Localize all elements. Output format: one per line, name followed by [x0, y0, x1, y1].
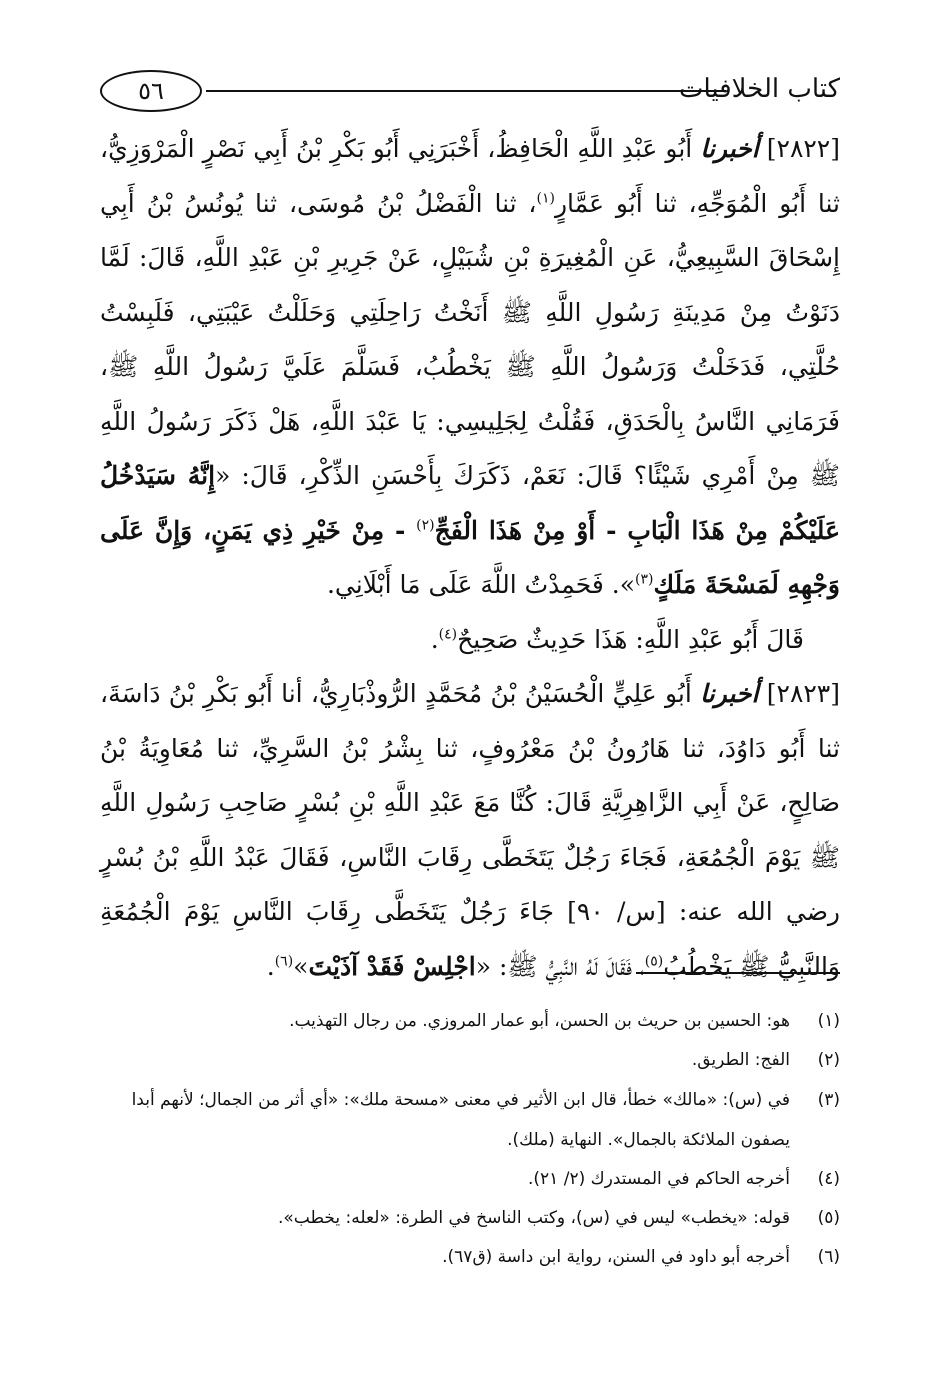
hadith-text: ». فَحَمِدْتُ اللَّهَ عَلَى مَا أَبْلَانِي. [326, 570, 636, 599]
prophetic-quote: إِنَّهُ سَيَدْخُلُ عَلَيْكُمْ مِنْ هَذَا الْبَابِ - أَوْ مِنْ هَذَا الْفَجِّ [100, 461, 840, 545]
page-header [100, 62, 840, 120]
footnote-item [100, 1002, 840, 1041]
akhbarana-lead: أخبرنا [700, 679, 759, 708]
footnote-text: قوله: «يخطب» ليس في (س)، وكتب الناسخ في الطرة: «لعله: يخطب». [277, 1208, 790, 1228]
footnote-item [100, 1238, 840, 1277]
hadith-number: [٢٨٢٣] [766, 679, 840, 708]
hadith-2822 [100, 122, 840, 613]
hadith-text: ، فَقَالَ لَهُ النَّبِيُّ ﷺ: « [475, 951, 645, 981]
footnote-item [100, 1041, 840, 1080]
footnote-number: (٢) [817, 1050, 840, 1070]
quote-close: » [293, 951, 309, 981]
footnote-item [100, 1199, 840, 1238]
footnote-item [100, 1160, 840, 1199]
footnote-ref-5[interactable]: (٥) [644, 953, 664, 970]
hadith-2822-grading [100, 613, 840, 668]
footnote-number: (٥) [817, 1208, 840, 1228]
hadith-text: ، ثنا الْفَضْلُ بْنُ مُوسَى، ثنا يُونُسُ بْنُ أَبِي إِسْحَاقَ السَّبِيعِيُّ، عَنِ الْمُغِيرَةِ بْنِ شُبَيْلٍ، عَنْ جَرِيرِ بْنِ عَبْدِ اللَّهِ، قَالَ: لَمَّا دَنَوْتُ مِنْ مَدِينَةِ رَسُولِ اللَّهِ ﷺ أَنَخْتُ رَاحِلَتِي وَحَلَلْتُ عَيْبَتِي، فَلَبِسْتُ حُلَّتِي، فَدَخَلْتُ وَرَسُولُ اللَّهِ ﷺ يَخْطُبُ، فَسَلَّمَ عَلَيَّ رَسُولُ اللَّهِ ﷺ، فَرَمَانِي النَّاسُ بِالْحَدَقِ، فَقُلْتُ لِجَلِيسِي: يَا عَبْدَ اللَّهِ، هَلْ ذَكَرَ رَسُولُ اللَّهِ ﷺ مِنْ أَمْرِي شَيْئًا؟ قَالَ: نَعَمْ، ذَكَرَكَ بِأَحْسَنِ الذِّكْرِ، قَالَ: « [100, 188, 840, 490]
book-title: كتاب الخلافيات [678, 74, 840, 104]
footnote-text: الفج: الطريق. [691, 1050, 790, 1070]
footnote-ref-3[interactable]: (٣) [635, 571, 654, 588]
grading-text: قَالَ أَبُو عَبْدِ اللَّهِ: هَذَا حَدِيثٌ صَحِيحٌ [457, 624, 804, 654]
grading-end: . [430, 624, 439, 654]
hadith-text: أَبُو عَبْدِ اللَّهِ الْحَافِظُ، أَخْبَرَنِي أَبُو بَكْرِ بْنُ أَبِي نَصْرٍ الْمَرْوَزِيُّ، ثنا أَبُو الْمُوَجِّهِ، ثنا أَبُو عَمَّارٍ [100, 134, 840, 218]
footnote-text: في (س): «مالك» خطأ، قال ابن الأثير في معنى «مسحة ملك»: «أي أثر من الجمال؛ لأنهم أبدا يصفون الملائكة بالجمال». النهاية (ملك). [131, 1090, 790, 1150]
footnote-text: هو: الحسين بن حريث بن الحسن، أبو عمار المروزي. من رجال التهذيب. [289, 1011, 790, 1031]
footnote-separator [636, 972, 840, 974]
footnote-number: (٤) [817, 1169, 840, 1189]
footnote-ref-1[interactable]: (١) [536, 190, 555, 207]
footnote-number: (٣) [817, 1090, 840, 1110]
page-number: ٥٦ [100, 70, 202, 112]
footnote-number: (١) [817, 1011, 840, 1031]
footnote-ref-6[interactable]: (٦) [274, 953, 294, 970]
main-text [100, 122, 840, 994]
footnote-number: (٦) [817, 1247, 840, 1267]
footnote-ref-4[interactable]: (٤) [438, 626, 458, 643]
footnotes [100, 1002, 840, 1277]
hadith-text: أَبُو عَلِيٍّ الْحُسَيْنُ بْنُ مُحَمَّدٍ الرُّوذْبَارِيُّ، أنا أَبُو بَكْرِ بْنُ دَاسَةَ، ثنا أَبُو دَاوُدَ، ثنا هَارُونُ بْنُ مَعْرُوفٍ، ثنا بِشْرُ بْنُ السَّرِيِّ، ثنا مُعَاوِيَةُ بْنُ صَالِحٍ، عَنْ أَبِي الزَّاهِرِيَّةِ قَالَ: كُنَّا مَعَ عَبْدِ اللَّهِ بْنِ بُسْرٍ صَاحِبِ رَسُولِ اللَّهِ ﷺ يَوْمَ الْجُمُعَةِ، فَجَاءَ رَجُلٌ يَتَخَطَّى رِقَابَ النَّاسِ، فَقَالَ عَبْدُ اللَّهِ بْنُ بُسْرٍ رضي الله عنه: [100, 679, 840, 926]
hadith-end: . [266, 951, 275, 981]
footnote-text: أخرجه أبو داود في السنن، رواية ابن داسة (ق٦٧). [442, 1247, 790, 1267]
footnote-item [100, 1080, 840, 1160]
akhbarana-lead: أخبرنا [700, 134, 759, 163]
footnote-ref-2[interactable]: (٢) [416, 517, 435, 534]
prophetic-quote: اجْلِسْ فَقَدْ آذَيْتَ [308, 951, 476, 981]
manuscript-marker: [س/ ٩٠] [567, 897, 666, 926]
hadith-number: [٢٨٢٢] [766, 134, 840, 163]
header-rule [206, 90, 726, 92]
footnote-text: أخرجه الحاكم في المستدرك (٢/ ٢١). [527, 1169, 790, 1189]
hadith-2823 [100, 667, 840, 994]
hadith-text: جَاءَ رَجُلٌ يَتَخَطَّى رِقَابَ النَّاسِ يَوْمَ الْجُمُعَةِ وَالنَّبِيُّ ﷺ يَخْطُبُ [100, 897, 840, 981]
prophetic-quote: - مِنْ خَيْرِ ذِي يَمَنٍ، وَإِنَّ عَلَى وَجْهِهِ لَمَسْحَةَ مَلَكٍ [100, 515, 840, 599]
